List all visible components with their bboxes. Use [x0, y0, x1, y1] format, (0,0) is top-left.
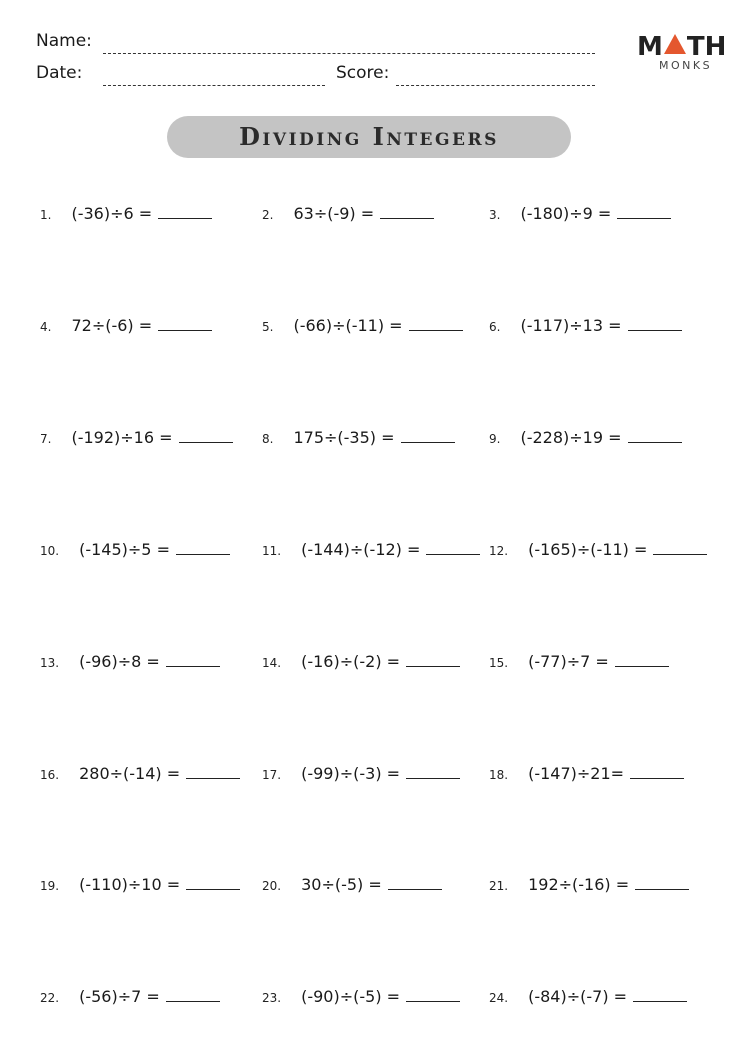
problem-number: 21.	[489, 879, 509, 893]
problem-item	[262, 428, 455, 447]
problem-number: 10.	[40, 544, 60, 558]
problem-expression: (-117)÷13 =	[520, 316, 622, 335]
logo-text-left: M	[637, 32, 663, 62]
triangle-icon	[664, 34, 686, 54]
problem-number: 7.	[40, 432, 52, 446]
problem-item	[489, 540, 707, 559]
problem-item	[489, 987, 687, 1006]
problem-item	[40, 316, 212, 335]
problem-expression: (-77)÷7 =	[528, 652, 609, 671]
problem-expression: (-228)÷19 =	[520, 428, 622, 447]
problem-expression: (-165)÷(-11) =	[528, 540, 648, 559]
problem-expression: (-84)÷(-7) =	[528, 987, 628, 1006]
answer-blank[interactable]	[380, 204, 434, 219]
problem-expression: 63÷(-9) =	[293, 204, 375, 223]
problem-number: 20.	[262, 879, 282, 893]
problem-item	[489, 428, 682, 447]
problem-item	[489, 204, 671, 223]
problem-item	[40, 204, 212, 223]
score-label: Score:	[336, 63, 390, 83]
problem-number: 15.	[489, 656, 509, 670]
problem-number: 12.	[489, 544, 509, 558]
problem-number: 16.	[40, 768, 60, 782]
answer-blank[interactable]	[406, 987, 460, 1002]
problem-expression: 72÷(-6) =	[71, 316, 153, 335]
answer-blank[interactable]	[179, 428, 233, 443]
answer-blank[interactable]	[409, 316, 463, 331]
problem-number: 8.	[262, 432, 274, 446]
problem-expression: (-144)÷(-12) =	[301, 540, 421, 559]
problem-number: 9.	[489, 432, 501, 446]
title-banner	[167, 116, 571, 158]
answer-blank[interactable]	[630, 764, 684, 779]
problem-expression: (-110)÷10 =	[79, 875, 181, 894]
answer-blank[interactable]	[406, 764, 460, 779]
problem-expression: 192÷(-16) =	[528, 875, 630, 894]
answer-blank[interactable]	[401, 428, 455, 443]
problem-item	[40, 652, 220, 671]
problem-item	[489, 316, 682, 335]
problem-expression: 175÷(-35) =	[293, 428, 395, 447]
problem-item	[262, 764, 460, 783]
answer-blank[interactable]	[628, 428, 682, 443]
date-field[interactable]	[103, 85, 325, 86]
answer-blank[interactable]	[633, 987, 687, 1002]
problem-number: 24.	[489, 991, 509, 1005]
answer-blank[interactable]	[426, 540, 480, 555]
problem-number: 4.	[40, 320, 52, 334]
answer-blank[interactable]	[635, 875, 689, 890]
problem-number: 2.	[262, 208, 274, 222]
answer-blank[interactable]	[158, 316, 212, 331]
problem-number: 1.	[40, 208, 52, 222]
problem-number: 14.	[262, 656, 282, 670]
problem-expression: 280÷(-14) =	[79, 764, 181, 783]
problem-expression: (-56)÷7 =	[79, 987, 160, 1006]
name-field[interactable]	[103, 53, 595, 54]
logo-text-right: TH	[686, 32, 727, 62]
problem-item	[262, 652, 460, 671]
answer-blank[interactable]	[617, 204, 671, 219]
problem-expression: (-16)÷(-2) =	[301, 652, 401, 671]
problem-expression: (-147)÷21=	[528, 764, 625, 783]
problem-number: 18.	[489, 768, 509, 782]
problem-number: 13.	[40, 656, 60, 670]
problem-item	[489, 764, 684, 783]
problem-item	[262, 875, 442, 894]
problem-number: 5.	[262, 320, 274, 334]
logo-wordmark	[637, 32, 726, 62]
problem-number: 3.	[489, 208, 501, 222]
math-monks-logo	[631, 32, 727, 76]
page-title: Dividing Integers	[239, 122, 499, 151]
problem-expression: (-90)÷(-5) =	[301, 987, 401, 1006]
problem-number: 6.	[489, 320, 501, 334]
problem-item	[40, 428, 233, 447]
answer-blank[interactable]	[166, 652, 220, 667]
logo-subtext: MONKS	[659, 59, 713, 72]
answer-blank[interactable]	[628, 316, 682, 331]
date-label: Date:	[36, 63, 83, 83]
problem-item	[40, 764, 240, 783]
problem-item	[40, 540, 230, 559]
answer-blank[interactable]	[653, 540, 707, 555]
problem-item	[489, 652, 669, 671]
problem-expression: (-192)÷16 =	[71, 428, 173, 447]
problem-expression: (-180)÷9 =	[520, 204, 612, 223]
answer-blank[interactable]	[158, 204, 212, 219]
problem-item	[262, 987, 460, 1006]
problem-item	[489, 875, 689, 894]
problem-expression: (-145)÷5 =	[79, 540, 170, 559]
problem-expression: (-96)÷8 =	[79, 652, 160, 671]
problem-item	[262, 316, 463, 335]
answer-blank[interactable]	[615, 652, 669, 667]
problem-expression: 30÷(-5) =	[301, 875, 382, 894]
answer-blank[interactable]	[388, 875, 442, 890]
score-field[interactable]	[396, 85, 595, 86]
answer-blank[interactable]	[166, 987, 220, 1002]
answer-blank[interactable]	[176, 540, 230, 555]
problem-number: 17.	[262, 768, 282, 782]
problem-number: 11.	[262, 544, 282, 558]
name-label: Name:	[36, 31, 92, 51]
problem-item	[40, 987, 220, 1006]
problem-expression: (-36)÷6 =	[71, 204, 153, 223]
problem-number: 19.	[40, 879, 60, 893]
problem-expression: (-66)÷(-11) =	[293, 316, 403, 335]
answer-blank[interactable]	[186, 764, 240, 779]
answer-blank[interactable]	[186, 875, 240, 890]
problem-item	[262, 204, 434, 223]
problem-item	[262, 540, 480, 559]
problem-number: 22.	[40, 991, 60, 1005]
problem-expression: (-99)÷(-3) =	[301, 764, 401, 783]
problem-item	[40, 875, 240, 894]
answer-blank[interactable]	[406, 652, 460, 667]
problem-number: 23.	[262, 991, 282, 1005]
